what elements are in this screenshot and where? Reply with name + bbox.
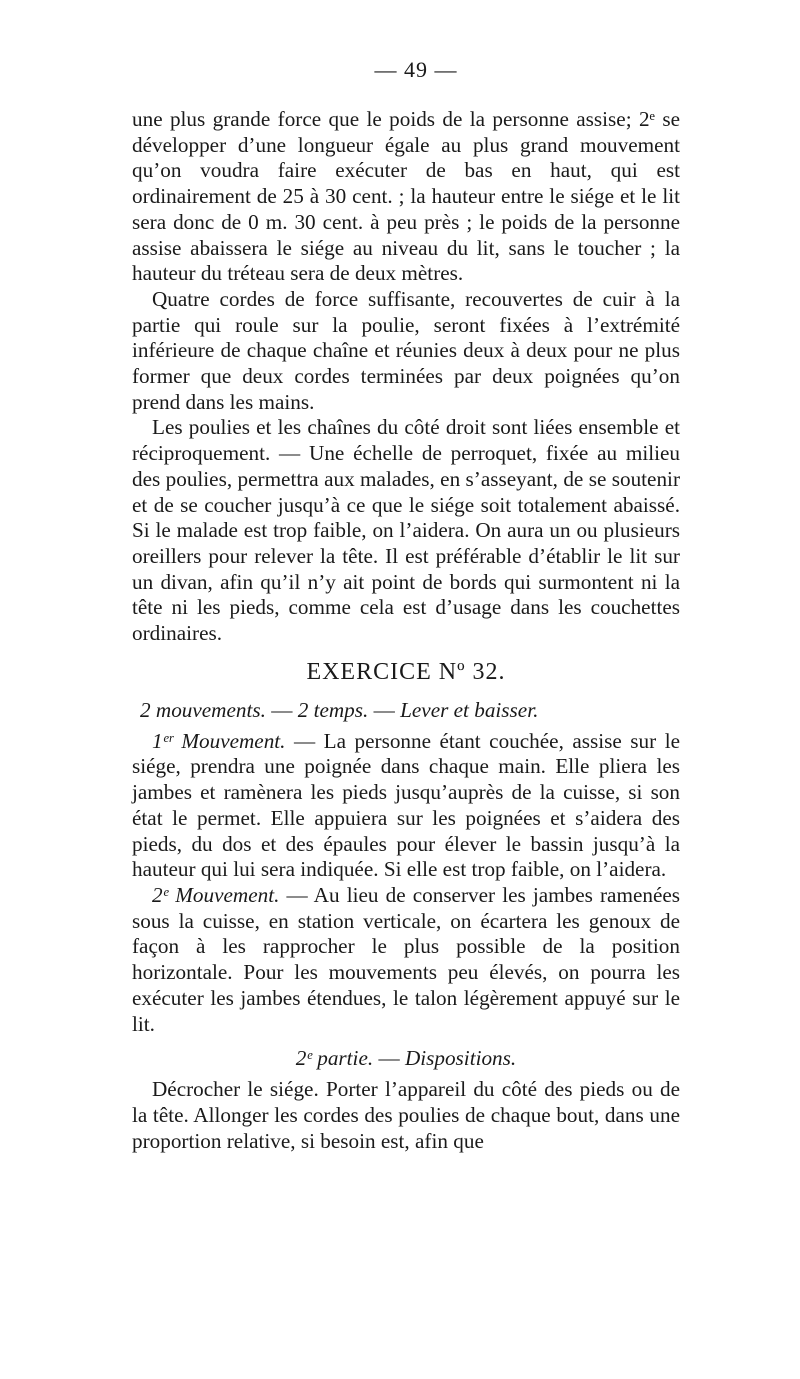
subheading-tempo: 2 temps. <box>297 697 369 722</box>
part-paragraph: Décrocher le siége. Porter l’appareil du côté des pieds ou de la tête. Allonger les cordes des poulies de chaque bout, dans une proportion relative, si besoin est, afin que <box>132 1077 680 1153</box>
subheading-movements: 2 mouvements. <box>140 697 266 722</box>
part-name: Dispositions. <box>404 1046 517 1071</box>
exercise-title: EXERCICE Nº 32. <box>306 658 506 685</box>
paragraph-2: Quatre cordes de force suffisante, recouvertes de cuir à la partie qui roule sur la poulie, seront fixées à l’extrémité inférieure de chaque chaîne et réunies deux à deux pour ne plus former que deux cordes terminées par deux poignées qu’on prend dans les mains. <box>132 286 680 414</box>
part-number: 2ᵉ partie. <box>295 1046 374 1071</box>
movement-1-label: 1ᵉʳ Mouvement. <box>152 728 286 753</box>
part-heading <box>132 1045 680 1071</box>
subheading-action: Lever et baisser. <box>400 697 539 722</box>
movement-1-text: — La personne étant couchée, assise sur le siége, prendra une poignée dans chaque main. Elle pliera les jambes et ramènera les pieds jusqu’auprès de la cuisse, si son état le permet. Elle appuiera sur les poignées et s’aidera des pieds, du dos et des épaules pour élever le bassin jusqu’à la hauteur qui lui sera indiquée. Si elle est trop faible, on l’aidera. <box>132 728 680 882</box>
movement-2-paragraph <box>132 883 680 1037</box>
subheading-separator-2: — <box>368 697 401 722</box>
movement-1-paragraph <box>132 729 680 883</box>
paragraph-3: Les poulies et les chaînes du côté droit sont liées ensemble et réciproquement. — Une échelle de perroquet, fixée au milieu des poulies, permettra aux malades, en s’asseyant, de se soutenir et de se coucher jusqu’à ce que le siége soit totalement abaissé. Si le malade est trop faible, on l’aidera. On aura un ou plusieurs oreillers pour relever la tête. Il est préférable d’établir le lit sur un divan, afin qu’il n’y ait point de bords qui surmontent ni la tête ni les pieds, comme cela est d’usage dans les couchettes ordinaires. <box>132 415 680 646</box>
part-separator: — <box>373 1046 405 1071</box>
subheading-separator-1: — <box>265 697 298 722</box>
paragraph-1: une plus grande force que le poids de la personne assise; 2ᵉ se développer d’une longueur égale au plus grand mouvement qu’on voudra faire exécuter de bas en haut, qui est ordinairement de 25 à 30 cent. ; la hauteur entre le siége et le lit sera donc de 0 m. 30 cent. à peu près ; le poids de la personne assise abaissera le siége au niveau du lit, sans le toucher ; la hauteur du tréteau sera de deux mètres. <box>132 107 680 286</box>
movement-2-label: 2ᵉ Mouvement. <box>152 882 280 907</box>
exercise-subheading <box>132 697 680 723</box>
page-number: — 49 — <box>374 57 458 82</box>
movement-2-text: — Au lieu de conserver les jambes ramenées sous la cuisse, en station verticale, on écartera les genoux de façon à les rapprocher le plus possible de la position horizontale. Pour les mouvements peu élevés, on pourra les exécuter les jambes étendues, le talon légèrement appuyé sur le lit. <box>132 882 680 1036</box>
book-page <box>132 55 680 1154</box>
